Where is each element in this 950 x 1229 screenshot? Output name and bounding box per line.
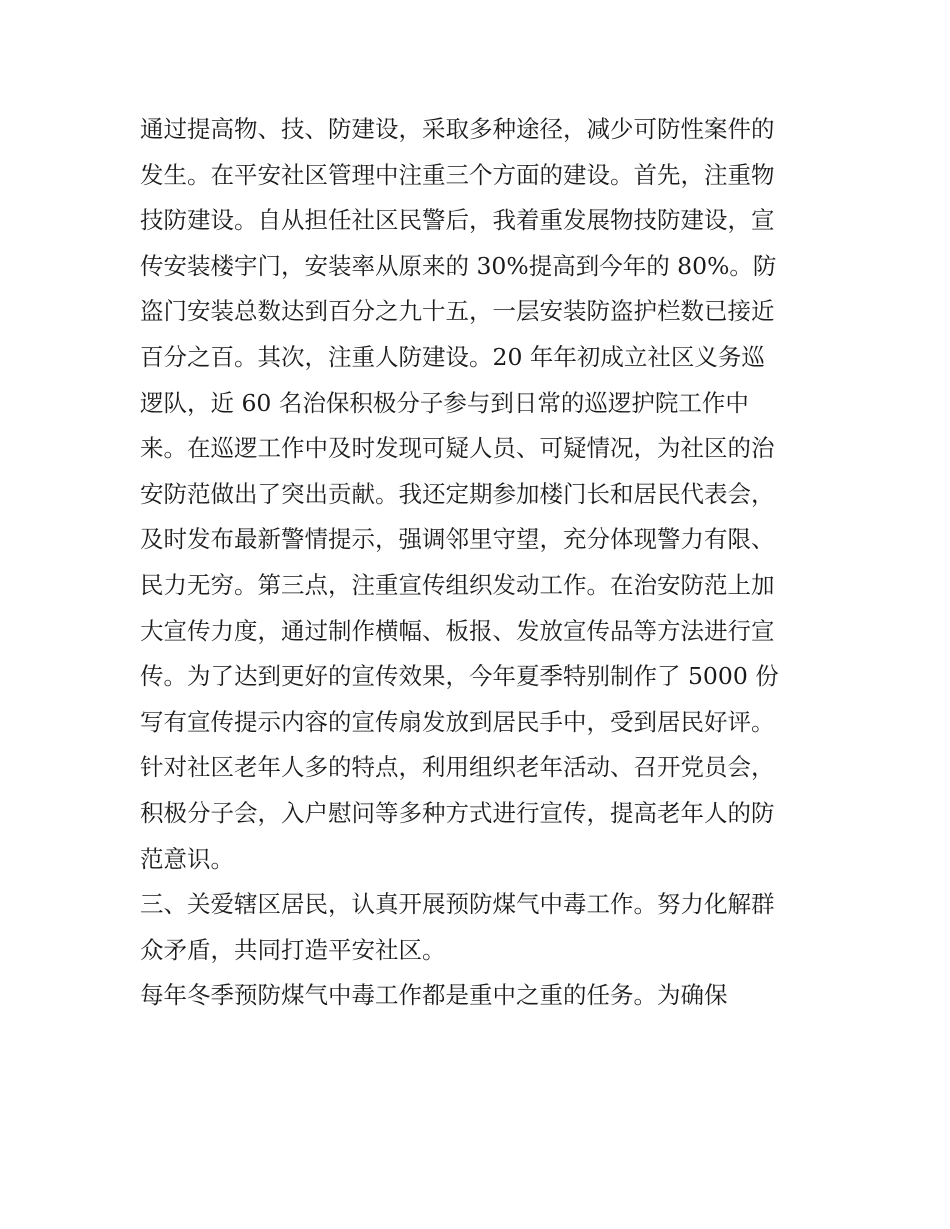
text-line: 民力无穷。第三点，注重宣传组织发动工作。在治安防范上加 <box>140 570 775 599</box>
text-line: 安防范做出了突出贡献。我还定期参加楼门长和居民代表会， <box>140 479 775 508</box>
text-line: 传安装楼宇门，安装率从原来的 30%提高到今年的 80%。防 <box>140 251 777 280</box>
text-line: 来。在巡逻工作中及时发现可疑人员、可疑情况，为社区的治 <box>140 434 775 463</box>
text-line: 盗门安装总数达到百分之九十五，一层安装防盗护栏数已接近 <box>140 297 775 326</box>
text-line: 针对社区老年人多的特点，利用组织老年活动、召开党员会， <box>140 753 775 782</box>
text-line: 大宣传力度，通过制作横幅、板报、发放宣传品等方法进行宣 <box>140 616 775 645</box>
text-line: 百分之百。其次，注重人防建设。20 年年初成立社区义务巡 <box>140 342 765 371</box>
text-line: 传。为了达到更好的宣传效果，今年夏季特别制作了 5000 份 <box>140 662 779 691</box>
text-line: 通过提高物、技、防建设，采取多种途径，减少可防性案件的 <box>140 115 775 143</box>
text-line: 每年冬季预防煤气中毒工作都是重中之重的任务。为确保 <box>140 981 728 1010</box>
section-heading-line: 众矛盾，共同打造平安社区。 <box>140 935 446 964</box>
section-heading-line: 三、关爱辖区居民，认真开展预防煤气中毒工作。努力化解群 <box>140 890 775 919</box>
text-line: 积极分子会，入户慰问等多种方式进行宣传，提高老年人的防 <box>140 798 775 827</box>
body-text <box>140 107 820 1019</box>
text-line: 技防建设。自从担任社区民警后，我着重发展物技防建设，宣 <box>140 206 775 235</box>
text-line: 范意识。 <box>140 844 234 873</box>
text-line: 逻队，近 60 名治保积极分子参与到日常的巡逻护院工作中 <box>140 388 749 417</box>
text-line: 写有宣传提示内容的宣传扇发放到居民手中，受到居民好评。 <box>140 707 775 736</box>
text-line: 发生。在平安社区管理中注重三个方面的建设。首先，注重物 <box>140 160 775 189</box>
text-line: 及时发布最新警情提示，强调邻里守望，充分体现警力有限、 <box>140 525 775 554</box>
